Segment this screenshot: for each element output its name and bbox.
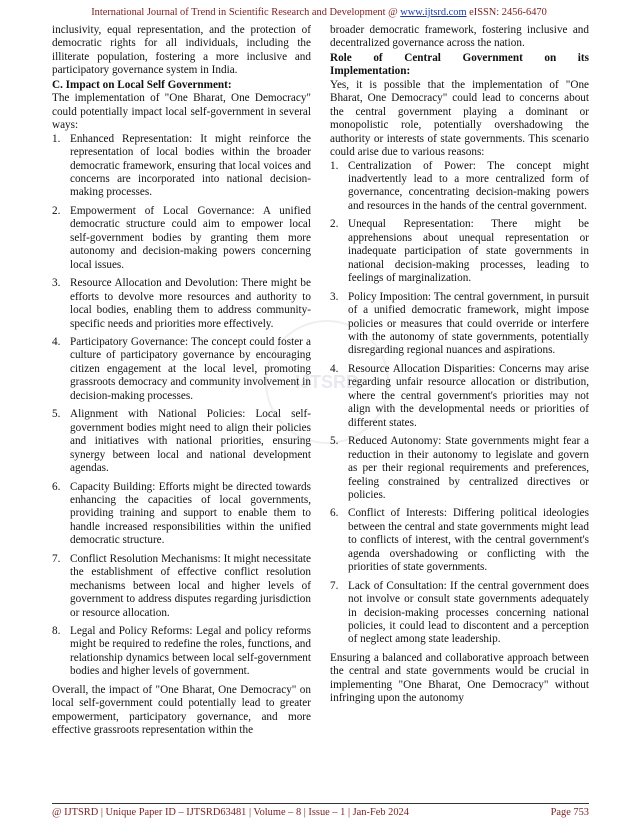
list-item-text: Lack of Consultation: If the central government does not involve or consult state governments adequately in decision-making processes concerning national policies, it could lead to discontent and a perception of neglect among state leadership. bbox=[348, 579, 589, 646]
list-item bbox=[52, 336, 311, 403]
list-item bbox=[52, 277, 311, 331]
list-number: 7. bbox=[330, 579, 339, 592]
paragraph: broader democratic framework, fostering inclusive and decentralized governance across the nation. bbox=[330, 24, 589, 50]
page-number: Page 753 bbox=[550, 807, 589, 818]
list-item bbox=[52, 625, 311, 679]
paragraph: inclusivity, equal representation, and the protection of democratic rights for all individuals, including the illiterate population, fostering a more inclusive and participatory governance system in India. bbox=[52, 24, 311, 77]
list-item-text: Legal and Policy Reforms: Legal and policy reforms might be required to redefine the roles, functions, and relationship dynamics between local self-government bodies and higher levels of government. bbox=[70, 625, 311, 678]
list-number: 8. bbox=[52, 625, 61, 638]
list-number: 2. bbox=[52, 204, 61, 217]
list-number: 3. bbox=[52, 277, 61, 290]
footer-divider bbox=[52, 803, 589, 804]
list-item-text: Conflict of Interests: Differing political ideologies between the central and state governments might lead to conflicts of interest, with the central government's agenda overshadowing or conflicting with the priorities of state governments. bbox=[348, 507, 589, 574]
running-header bbox=[0, 7, 638, 18]
list-item-text: Capacity Building: Efforts might be directed towards enhancing the capacities of local governments, providing training and support to enable them to handle increased responsibilities within the unified democratic structure. bbox=[70, 480, 311, 547]
numbered-list bbox=[52, 133, 311, 679]
list-item bbox=[52, 553, 311, 620]
list-item-text: Centralization of Power: The concept might inadvertently lead to a more centralized form of governance, concentrating decision-making powers and resources in the hands of the central government. bbox=[348, 159, 589, 212]
section-heading-continued: Implementation: bbox=[330, 65, 411, 78]
list-item bbox=[330, 507, 589, 574]
paragraph: The implementation of "One Bharat, One Democracy" could potentially impact local self-government in several ways: bbox=[52, 92, 311, 132]
list-item-text: Participatory Governance: The concept could foster a culture of participatory governance by encouraging citizen engagement at the local level, promoting grassroots democracy and community involvement in decision-making processes. bbox=[70, 335, 311, 402]
paragraph: Ensuring a balanced and collaborative approach between the central and state governments would be crucial in implementing "One Bharat, One Democracy" without infringing upon the autonomy bbox=[330, 651, 589, 705]
list-number: 3. bbox=[330, 290, 339, 303]
list-number: 1. bbox=[330, 159, 339, 172]
list-item bbox=[52, 133, 311, 200]
right-column bbox=[330, 24, 589, 706]
paragraph: Yes, it is possible that the implementation of "One Bharat, One Democracy" could lead to concerns about the central government playing a dominant or monopolistic role, potentially overshadowing the authority or interests of state governments. This scenario could arise due to various reasons: bbox=[330, 78, 589, 159]
footer-citation: @ IJTSRD | Unique Paper ID – IJTSRD63481 | Volume – 8 | Issue – 1 | Jan-Feb 2024 bbox=[52, 807, 409, 818]
list-item-text: Enhanced Representation: It might reinforce the representation of local bodies within the broader democratic framework, ensuring that local voices and concerns are incorporated into national decision-making processes. bbox=[70, 132, 311, 199]
watermark-text: IJTSRD bbox=[294, 371, 359, 392]
issn: eISSN: 2456-6470 bbox=[466, 7, 547, 18]
journal-name: International Journal of Trend in Scientific Research and Development @ bbox=[91, 7, 401, 18]
paragraph: Overall, the impact of "One Bharat, One Democracy" on local self-government could potentially lead to greater empowerment, participatory governance, and more effective grassroots representation within the bbox=[52, 683, 311, 737]
list-number: 2. bbox=[330, 218, 339, 231]
list-number: 7. bbox=[52, 552, 61, 565]
list-item-text: Reduced Autonomy: State governments might fear a reduction in their autonomy to legislate and govern as per their regional requirements and preferences, feeling constrained by centralized directives or policies. bbox=[348, 435, 589, 501]
list-item-text: Resource Allocation and Devolution: There might be efforts to devolve more resources and authority to local bodies, enabling them to address community-specific needs and priorities more effectively. bbox=[70, 277, 311, 330]
list-item-text: Resource Allocation Disparities: Concerns may arise regarding unfair resource allocation or distribution, where the central government's priorities may not align with the developmental needs or priorities of different states. bbox=[348, 362, 589, 429]
list-item bbox=[330, 291, 589, 358]
journal-link[interactable]: www.ijtsrd.com bbox=[400, 7, 467, 18]
list-item-text: Unequal Representation: There might be apprehensions about unequal representation or inadequate participation of state governments in national decision-making processes, leading to feelings of marginalization. bbox=[348, 218, 589, 285]
list-item bbox=[52, 481, 311, 548]
numbered-list bbox=[330, 160, 589, 647]
list-item bbox=[330, 218, 589, 285]
list-item bbox=[330, 580, 589, 647]
list-item bbox=[330, 363, 589, 430]
list-item-text: Empowerment of Local Governance: A unified democratic structure could aim to empower local self-government bodies by granting them more autonomy and decision-making powers concerning local issues. bbox=[70, 204, 311, 271]
section-heading: C. Impact on Local Self Government: bbox=[52, 78, 232, 91]
list-item bbox=[330, 160, 589, 214]
list-item bbox=[52, 205, 311, 272]
list-number: 6. bbox=[52, 480, 61, 493]
section-heading: Role of Central Government on its bbox=[330, 51, 589, 64]
list-item bbox=[330, 435, 589, 502]
list-item-text: Alignment with National Policies: Local self-government bodies might need to align their policies and initiatives with national priorities, ensuring synergy between local and national development agendas. bbox=[70, 408, 311, 475]
list-number: 5. bbox=[52, 408, 61, 421]
list-number: 5. bbox=[330, 435, 339, 448]
list-item-text: Conflict Resolution Mechanisms: It might necessitate the establishment of effective conflict resolution mechanisms between local and higher levels of government to address disputes regarding jurisdiction or resource allocation. bbox=[70, 552, 311, 619]
list-item-text: Policy Imposition: The central government, in pursuit of a unified democratic framework, might impose policies or measures that could override or interfere with the autonomy of state governments, potentially disregarding regional nuances and aspirations. bbox=[348, 290, 589, 357]
list-number: 4. bbox=[330, 362, 339, 375]
left-column bbox=[52, 24, 311, 738]
list-number: 4. bbox=[52, 335, 61, 348]
list-item bbox=[52, 408, 311, 475]
list-number: 1. bbox=[52, 132, 61, 145]
list-number: 6. bbox=[330, 507, 339, 520]
